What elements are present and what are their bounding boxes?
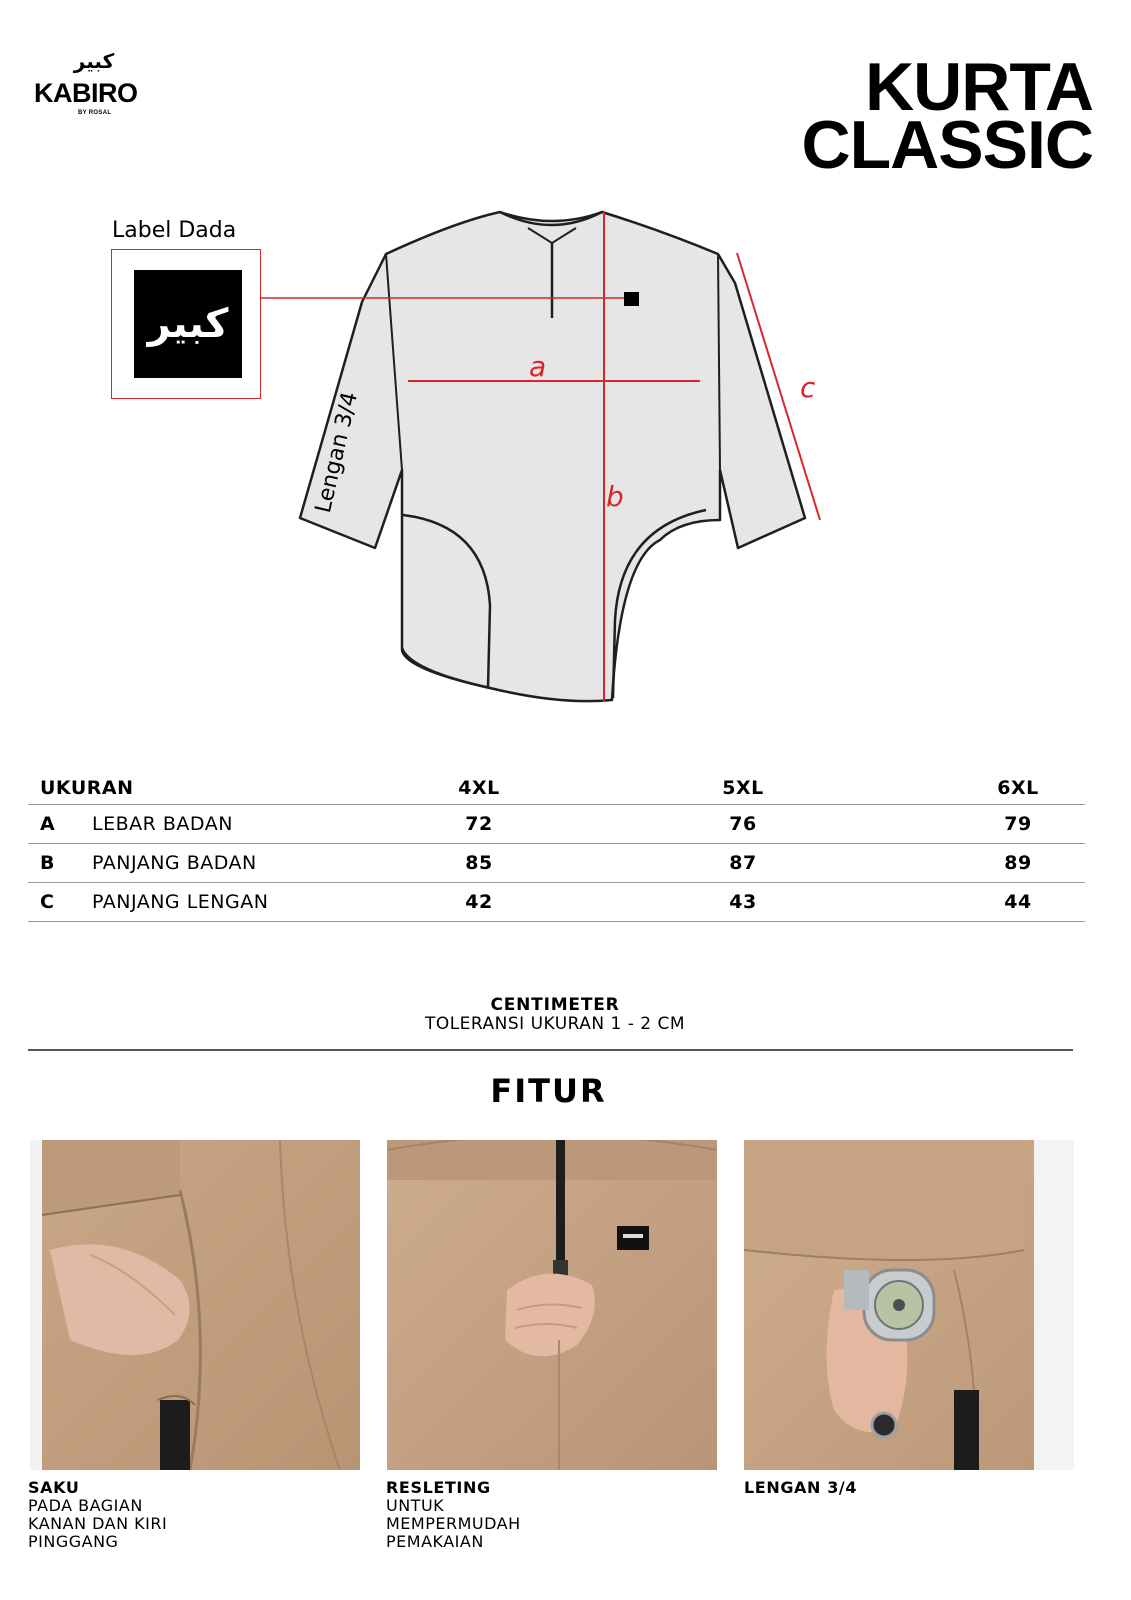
row-value: 76 bbox=[729, 813, 757, 835]
row-value: 44 bbox=[1004, 891, 1032, 913]
section-divider bbox=[28, 1049, 1073, 1051]
unit-title: CENTIMETER bbox=[490, 995, 620, 1015]
label-dada-box bbox=[111, 249, 261, 399]
row-value: 43 bbox=[729, 891, 757, 913]
dim-label-a: a bbox=[529, 350, 547, 383]
header-size: 4XL bbox=[458, 777, 500, 799]
size-table bbox=[28, 772, 1085, 922]
title-line-2: CLASSIC bbox=[801, 107, 1093, 183]
table-header-row bbox=[28, 772, 1085, 805]
row-label: PANJANG LENGAN bbox=[92, 891, 269, 913]
feature-title: SAKU bbox=[28, 1478, 80, 1497]
title-line-1: KURTA bbox=[865, 49, 1093, 125]
feature-title: RESLETING bbox=[386, 1478, 491, 1497]
chest-label-mark bbox=[624, 292, 639, 306]
header-ukuran: UKURAN bbox=[40, 777, 134, 799]
sleeve-caption: Lengan 3/4 bbox=[310, 389, 364, 516]
header-size: 5XL bbox=[722, 777, 764, 799]
zipper-photo bbox=[387, 1140, 717, 1470]
label-dada-caption: Label Dada bbox=[112, 218, 237, 243]
header-size: 6XL bbox=[997, 777, 1039, 799]
label-dada-logo: كبير bbox=[134, 270, 242, 378]
dim-label-c: c bbox=[800, 371, 816, 404]
feature-pocket bbox=[28, 1478, 358, 1551]
row-value: 89 bbox=[1004, 852, 1032, 874]
feature-sleeve bbox=[744, 1478, 1074, 1497]
dim-label-b: b bbox=[606, 480, 624, 513]
feature-zipper bbox=[386, 1478, 716, 1551]
row-label: PANJANG BADAN bbox=[92, 852, 257, 874]
brand-name: KABIRO bbox=[34, 78, 138, 108]
table-row bbox=[28, 883, 1085, 922]
table-row bbox=[28, 805, 1085, 844]
pocket-photo bbox=[30, 1140, 360, 1470]
brand-arabic: كبير bbox=[73, 49, 115, 73]
row-label: LEBAR BADAN bbox=[92, 813, 233, 835]
row-value: 85 bbox=[465, 852, 493, 874]
row-key: C bbox=[40, 891, 55, 913]
unit-tolerance: TOLERANSI UKURAN 1 - 2 CM bbox=[424, 1014, 686, 1034]
features-heading: FITUR bbox=[490, 1072, 607, 1110]
sleeve-photo bbox=[744, 1140, 1074, 1470]
row-key: B bbox=[40, 852, 55, 874]
feature-desc: UNTUK MEMPERMUDAH PEMAKAIAN bbox=[386, 1496, 521, 1551]
feature-desc: PADA BAGIAN KANAN DAN KIRI PINGGANG bbox=[28, 1496, 168, 1551]
table-row bbox=[28, 844, 1085, 883]
row-value: 42 bbox=[465, 891, 493, 913]
brand-by: BY ROSAL bbox=[78, 110, 112, 116]
row-value: 72 bbox=[465, 813, 493, 835]
feature-title: LENGAN 3/4 bbox=[744, 1478, 858, 1497]
row-key: A bbox=[40, 813, 56, 835]
row-value: 87 bbox=[729, 852, 757, 874]
row-value: 79 bbox=[1004, 813, 1032, 835]
